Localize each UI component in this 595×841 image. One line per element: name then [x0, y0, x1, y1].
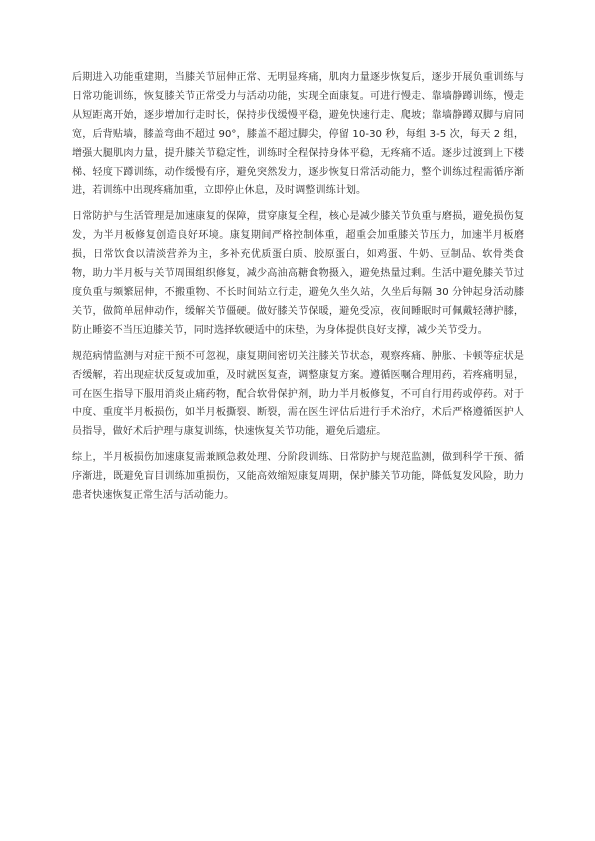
paragraph-functional-rebuild: 后期进入功能重建期，当膝关节屈伸正常、无明显疼痛，肌肉力量逐步恢复后，逐步开展负重训练与日常功能训练，恢复膝关节正常受力与活动功能，实现全面康复。可进行慢走、靠墙静蹲训练，慢走从短距离开始，逐步增加行走时长，保持步伐缓慢平稳，避免快速行走、爬坡；靠墙静蹲双脚与肩同宽，后背贴墙，膝盖弯曲不超过 90°，膝盖不超过脚尖，停留 10-30 秒，每组 3-5 次，每天 2 组，增强大腿肌肉力量，提升膝关节稳定性，训练时全程保持身体平稳，无疼痛不适。逐步过渡到上下楼梯、轻度下蹲训练，动作缓慢有序，避免突然发力，逐步恢复日常活动能力，整个训练过程需循序渐进，若训练中出现疼痛加重，立即停止休息，及时调整训练计划。: [72, 72, 524, 197]
paragraph-condition-monitoring: 规范病情监测与对症干预不可忽视，康复期间密切关注膝关节状态，观察疼痛、肿胀、卡顿等症状是否缓解，若出现症状反复或加重，及时就医复查，调整康复方案。遵循医嘱合理用药，若疼痛明显，可在医生指导下服用消炎止痛药物，配合软骨保护剂，助力半月板修复，不可自行用药或停药。对于中度、重度半月板损伤，如半月板撕裂、断裂，需在医生评估后进行手术治疗，术后严格遵循医护人员指导，做好术后护理与康复训练，快速恢复关节功能，避免后遗症。: [72, 350, 524, 438]
document-page: [72, 69, 524, 513]
paragraph-summary: 综上，半月板损伤加速康复需兼顾急救处理、分阶段训练、日常防护与规范监测，做到科学干预、循序渐进，既避免盲目训练加重损伤，又能高效缩短康复周期，保护膝关节功能，降低复发风险，助力患者快速恢复正常生活与活动能力。: [72, 452, 524, 502]
paragraph-daily-protection: 日常防护与生活管理是加速康复的保障，贯穿康复全程，核心是减少膝关节负重与磨损，避免损伤复发，为半月板修复创造良好环境。康复期间严格控制体重，超重会加重膝关节压力，加速半月板磨损，日常饮食以清淡营养为主，多补充优质蛋白质、胶原蛋白，如鸡蛋、牛奶、豆制品、软骨类食物，助力半月板与关节周围组织修复，减少高油高糖食物摄入，避免热量过剩。生活中避免膝关节过度负重与频繁屈伸，不搬重物、不长时间站立行走，避免久坐久站，久坐后每隔 30 分钟起身活动膝关节，做简单屈伸动作，缓解关节僵硬。做好膝关节保暖，避免受凉，夜间睡眠时可佩戴轻薄护膝，防止睡姿不当压迫膝关节，同时选择软硬适中的床垫，为身体提供良好支撑，减少关节受力。: [72, 211, 524, 336]
